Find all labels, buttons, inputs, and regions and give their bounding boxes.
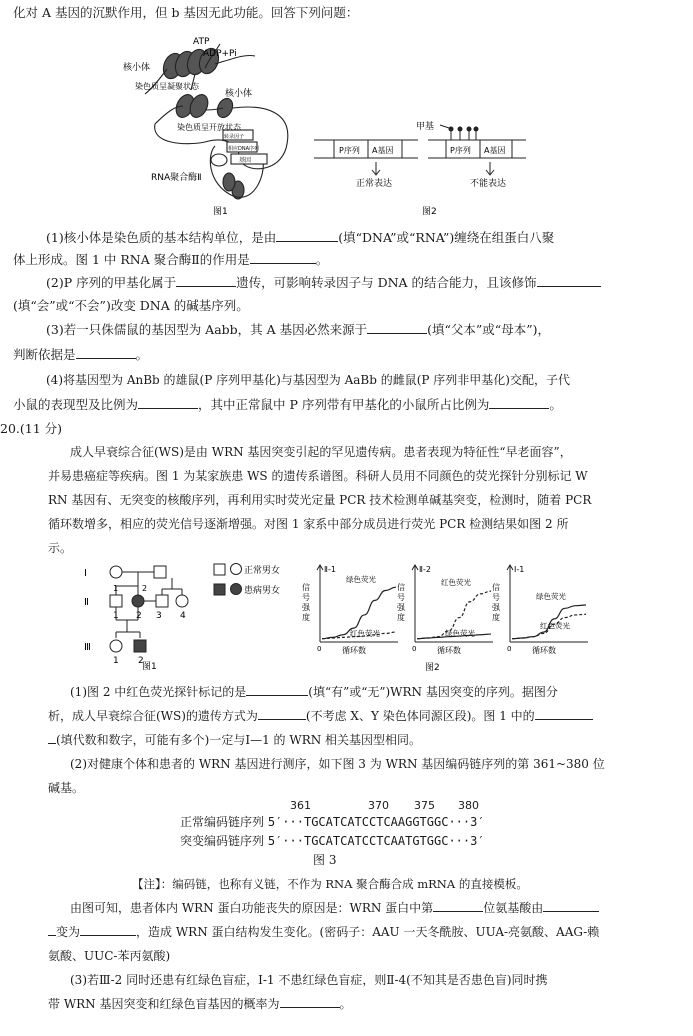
ped-num-II-1b: 1 bbox=[113, 611, 119, 621]
ped-num-III-2: 2 bbox=[138, 656, 144, 666]
chart-1-series-2-label: 红色荧光 bbox=[350, 629, 380, 638]
chart-2-series-2-label: 绿色荧光 bbox=[445, 629, 475, 638]
ped-gen-II: Ⅱ bbox=[84, 597, 89, 608]
chart-3-ylabel-char: 号 bbox=[492, 593, 500, 602]
charts-caption: 图2 bbox=[425, 663, 440, 672]
ped-legend-ill: 患病男女 bbox=[244, 586, 281, 596]
q20-para-line2: 并易患癌症等疾病。图 1 为某家族患 WS 的遗传系谱图。科研人员用不同颜色的荧光探针分别标记 W bbox=[48, 469, 588, 483]
chart-3-title: Ⅰ-1 bbox=[514, 565, 525, 574]
chart-3-ylabel-char: 信 bbox=[492, 583, 500, 592]
fig1-box-1: 转录因子 bbox=[224, 134, 245, 140]
q20-q2-line1: (2)对健康个体和患者的 WRN 基因进行测序，如下图 3 为 WRN 基因编码链序列的第 361~380 位 bbox=[70, 757, 605, 771]
seq-mutant-row: 突变编码链序列 5′···TGCATCATCCTCAATGTGGC···3′ bbox=[180, 834, 485, 848]
q20-q3-line1: (3)若Ⅲ-2 同时还患有红绿色盲症，Ⅰ-1 不患红绿色盲症，则Ⅱ-4(不知其是否患色盲)同时携 bbox=[70, 973, 548, 987]
ped-num-II-1: 1 bbox=[113, 584, 119, 593]
figure-2-methylation bbox=[310, 118, 530, 218]
q19-q3-blank-1[interactable] bbox=[367, 321, 427, 334]
q20-q2-blank-1[interactable] bbox=[433, 899, 483, 912]
fig2-a-gene-left: A基因 bbox=[372, 146, 394, 155]
q20-para-line5: 示。 bbox=[48, 541, 73, 555]
fig2-p-seq-left: P序列 bbox=[339, 146, 360, 155]
q20-q1-line1: (1)图 2 中红色荧光探针标记的是 (填“有”或“无”)WRN 基因突变的序列。据图分 bbox=[70, 685, 558, 699]
fig1-box-3: 基因 bbox=[239, 157, 252, 164]
q20-para-line4: 循环数增多，相应的荧光信号逐渐增强。对图 1 家系中部分成员进行荧光 PCR 检测结果如图 2 所 bbox=[48, 517, 569, 531]
q20-q1-blank-3[interactable] bbox=[535, 707, 593, 720]
fig1-nucleosome-label-2: 核小体 bbox=[225, 89, 253, 99]
ped-II-1 bbox=[110, 595, 122, 607]
fig2-cannot-label: 不能表达 bbox=[470, 179, 507, 189]
q20-q1-line2: 析，成人早衰综合征(WS)的遗传方式为 (不考虑 X、Y 染色体同源区段)。图 1 中的 bbox=[48, 707, 593, 725]
fig1-open-label: 染色质呈开放状态 bbox=[177, 123, 241, 132]
ped-III-1 bbox=[110, 640, 122, 652]
q19-q4-line2: 小鼠的表现型及比例为 ，其中正常鼠中 P 序列带有甲基化的小鼠所占比例为 。 bbox=[13, 397, 562, 412]
fig1-box-2: 相应DNA序列 bbox=[228, 146, 260, 152]
q20-q2-blank-2[interactable] bbox=[543, 899, 599, 912]
seq-normal-row: 正常编码链序列 5′···TGCATCATCCTCAAGGTGGC···3′ bbox=[180, 815, 485, 829]
chart-1-ylabel-char: 号 bbox=[302, 593, 310, 602]
q20-q2-line5: 氨酸、UUC-苯丙氨酸) bbox=[48, 949, 171, 963]
pedigree-figure-1 bbox=[80, 558, 310, 670]
ped-num-II-2: 2 bbox=[142, 584, 148, 593]
ped-num-II-4: 4 bbox=[180, 611, 186, 621]
q20-q2-blank-3[interactable] bbox=[80, 923, 136, 936]
seq-mutant: 5′···TGCATCATCCTCAATGTGGC···3′ bbox=[267, 834, 485, 848]
chart-1-ylabel-char: 度 bbox=[302, 613, 310, 622]
fig1-adp: ADP+Pi bbox=[203, 49, 237, 59]
q20-q3-blank-1[interactable] bbox=[280, 995, 340, 1008]
q19-q2-blank-1[interactable] bbox=[176, 274, 236, 287]
q19-q2-line2: (填“会”或“不会”)改变 DNA 的碱基序列。 bbox=[13, 298, 249, 313]
seq-pos-375: 375 bbox=[414, 799, 435, 812]
q20-q1-line3: (填代数和数字，可能有多个)一定与Ⅰ—1 的 WRN 相关基因型相同。 bbox=[48, 731, 421, 749]
chart-1-ylabel-char: 信 bbox=[302, 583, 310, 592]
q19-q2-line1: (2)P 序列的甲基化属于 遗传，可影响转录因子与 DNA 的结合能力，且该修饰 bbox=[46, 274, 601, 292]
chart-2-ylabel-char: 信 bbox=[397, 583, 405, 592]
ped-legend-normal: 正常男女 bbox=[244, 566, 281, 576]
q20-para-line1: 成人早衰综合征(WS)是由 WRN 基因突变引起的罕见遗传病。患者表现为特征性“早老面容”， bbox=[70, 445, 572, 459]
ped-II-3 bbox=[156, 595, 168, 607]
seq-pos-380: 380 bbox=[458, 799, 479, 812]
seq-pos-370: 370 bbox=[368, 799, 389, 812]
ped-III-2 bbox=[134, 640, 146, 652]
chart-1-series-1-label: 绿色荧光 bbox=[346, 575, 376, 584]
fig1-atp: ATP bbox=[193, 37, 210, 47]
seq-caption: 图 3 bbox=[313, 853, 337, 867]
ped-I-2 bbox=[154, 566, 166, 578]
q19-q1-line1: (1)核小体是染色质的基本结构单位，是由 (填“DNA”或“RNA”)缠绕在组蛋白八聚 bbox=[46, 230, 555, 245]
chart-3-zero: 0 bbox=[507, 645, 512, 653]
q20-q1-blank-2[interactable] bbox=[258, 707, 306, 720]
q20-q2-line2: 碱基。 bbox=[48, 781, 85, 795]
ped-num-III-1: 1 bbox=[113, 656, 119, 666]
fluorescence-charts-figure-2 bbox=[290, 560, 610, 672]
chart-3-ylabel-char: 度 bbox=[492, 613, 500, 622]
q19-intro: 化对 A 基因的沉默作用，但 b 基因无此功能。回答下列问题： bbox=[13, 5, 359, 20]
chart-3-ylabel-char: 强 bbox=[492, 603, 500, 612]
ped-num-II-3: 3 bbox=[156, 611, 162, 621]
chart-2-series-1-label: 红色荧光 bbox=[441, 578, 471, 588]
seq-normal: 5′···TGCATCATCCTCAAGGTGGC···3′ bbox=[267, 815, 485, 829]
q19-q1-line2: 体上形成。图 1 中 RNA 聚合酶Ⅱ的作用是 。 bbox=[13, 252, 329, 267]
q19-q2-blank-2[interactable] bbox=[537, 274, 601, 287]
ped-I-1 bbox=[110, 566, 122, 578]
chart-2-ylabel-char: 号 bbox=[397, 593, 405, 602]
q20-q2-blank-2-cont bbox=[48, 923, 56, 936]
chart-2-ylabel-char: 度 bbox=[397, 613, 405, 622]
q20-q1-blank-3-cont bbox=[48, 731, 56, 744]
q19-q4-line1: (4)将基因型为 AnBb 的雄鼠(P 序列甲基化)与基因型为 AaBb 的雌鼠(P 序列非甲基化)交配，子代 bbox=[46, 373, 570, 387]
chart-1-title: Ⅱ-1 bbox=[324, 565, 336, 574]
chart-1-ylabel-char: 强 bbox=[302, 603, 310, 612]
chart-1-zero: 0 bbox=[317, 645, 322, 653]
fig1-nucleosome-label: 核小体 bbox=[123, 63, 151, 73]
ped-caption: 图1 bbox=[142, 662, 157, 670]
q20-para-line3: RN 基因有、无突变的核酸序列，再利用实时荧光定量 PCR 技术检测单碱基突变，检测时，随着 PCR bbox=[48, 493, 592, 507]
chart-2-zero: 0 bbox=[412, 645, 417, 653]
q19-q3-line1: (3)若一只侏儒鼠的基因型为 Aabb，其 A 基因必然来源于 (填“父本”或“母本”)， bbox=[46, 322, 550, 337]
fig1-caption: 图1 bbox=[213, 207, 228, 217]
q20-q1-blank-1[interactable] bbox=[246, 683, 308, 696]
fig2-caption: 图2 bbox=[422, 207, 437, 217]
chart-3-xlabel: 循环数 bbox=[532, 646, 556, 655]
fig1-rnapol-label: RNA聚合酶Ⅱ bbox=[151, 173, 202, 183]
ped-gen-I: Ⅰ bbox=[84, 568, 87, 579]
q20-q2-line4: 变为 ，造成 WRN 蛋白结构发生变化。(密码子：AAU 一天冬酰胺、UUA-亮氨酸、AAG-赖 bbox=[48, 923, 599, 941]
q20-q3-line2: 带 WRN 基因突变和红绿色盲基因的概率为 。 bbox=[48, 997, 352, 1011]
q20-q2-line3: 由图可知，患者体内 WRN 蛋白功能丧失的原因是：WRN 蛋白中第 位氨基酸由 bbox=[70, 899, 599, 917]
chart-3-series-1-label: 绿色荧光 bbox=[536, 592, 566, 602]
q19-q1-blank-1[interactable] bbox=[276, 229, 338, 242]
q19-q4-blank-2[interactable] bbox=[489, 396, 549, 409]
ped-num-II-2b: 2 bbox=[136, 611, 142, 621]
q19-q3-blank-2[interactable] bbox=[76, 346, 136, 359]
figure-1-chromatin bbox=[115, 34, 315, 219]
ped-II-2 bbox=[132, 595, 144, 607]
chart-1-xlabel: 循环数 bbox=[342, 646, 366, 655]
fig2-normal-label: 正常表达 bbox=[356, 179, 393, 189]
ped-gen-III: Ⅲ bbox=[84, 642, 91, 653]
chart-2-title: Ⅱ-2 bbox=[419, 565, 431, 574]
chart-2-ylabel-char: 强 bbox=[397, 603, 405, 612]
fig1-condensed-label: 染色质呈凝聚状态 bbox=[135, 82, 199, 91]
seq-pos-361: 361 bbox=[290, 799, 311, 812]
q20-heading: 20.(11 分) bbox=[0, 421, 63, 436]
fig2-methyl-label: 甲基 bbox=[416, 122, 435, 132]
chart-3-series-2-label: 红色荧光 bbox=[540, 621, 570, 631]
q19-q1-blank-2[interactable] bbox=[250, 251, 316, 264]
q19-q3-line2: 判断依据是 。 bbox=[13, 347, 149, 362]
q19-q4-blank-1[interactable] bbox=[138, 396, 198, 409]
q20-note: 【注】：编码链，也称有义链，不作为 RNA 聚合酶合成 mRNA 的直接模板。 bbox=[132, 877, 528, 891]
fig2-a-gene-right: A基因 bbox=[484, 146, 506, 155]
chart-2-xlabel: 循环数 bbox=[437, 646, 461, 655]
fig2-p-seq-right: P序列 bbox=[450, 146, 471, 155]
ped-II-4 bbox=[176, 595, 188, 607]
